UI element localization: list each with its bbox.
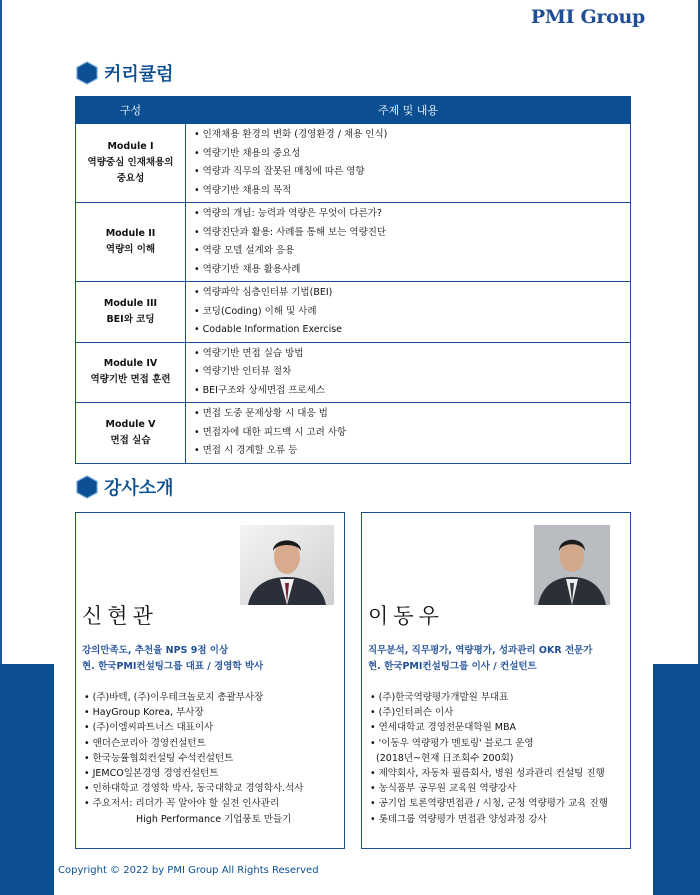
hexagon-icon: [76, 475, 98, 499]
list-item: • 공기업 토론역량면접관 / 시청, 군청 역량평가 교육 진행: [370, 798, 608, 810]
module-topics: • 역량의 개념: 능력과 역량은 무엇이 다른가? • 역량진단과 활용: 사례를 통해 보는 역량진단 • 역량 모델 설계와 응용 • 역량기반 채용 활용사례: [186, 203, 631, 282]
lecturer-card: [75, 512, 345, 849]
lecturer-name: 신현관: [82, 604, 158, 628]
module-topics: • 역량파악 심층인터뷰 기법(BEI) • 코딩(Coding) 이해 및 사례 • Codable Information Exercise: [186, 282, 631, 343]
lecturer-photo: [534, 525, 610, 605]
table-row: [76, 342, 631, 403]
copyright-footer: Copyright © 2022 by PMI Group All Rights Reserved: [58, 865, 319, 876]
lecturer-career-list: [370, 690, 608, 827]
list-item: • (주)바텍, (주)이우테크놀로지 총괄부사장: [84, 692, 264, 703]
lecturer-photo: [240, 525, 334, 605]
lecturer-tagline: 강의만족도, 추천율 NPS 9점 이상 현. 한국PMI컨설팅그룹 대표 / 경영학 박사: [82, 645, 264, 672]
list-item: • JEMCO일본경영 경영컨설턴트: [84, 768, 219, 780]
module-name: Module I 역량중심 인재채용의 중요성: [76, 124, 186, 203]
lecturer-tagline: 직무분석, 직무평가, 역량평가, 성과관리 OKR 전문가 현. 한국PMI컨설팅그룹 이사 / 컨설턴트: [368, 645, 593, 672]
list-item: • 주요저서: 리더가 꼭 알아야 할 실전 인사관리: [84, 798, 280, 810]
list-item: • 롯데그룹 역량평가 면접관 양성과정 강사: [370, 813, 547, 825]
list-item: • HayGroup Korea, 부사장: [84, 707, 204, 719]
list-item: • (주)한국역량평가개발원 부대표: [370, 692, 509, 703]
list-item: • (주)이엠씨파트너스 대표이사: [84, 722, 214, 734]
module-name: Module IV 역량기반 면접 훈련: [76, 342, 186, 403]
lecturer-career-list: [84, 690, 303, 827]
curriculum-heading: [76, 60, 174, 86]
document-sheet: [54, 0, 653, 895]
list-item: • 제약회사, 자동차 필름회사, 병원 성과관리 컨설팅 진행: [370, 768, 605, 780]
list-item: • 농식품부 공무원 교육원 역량강사: [370, 783, 517, 795]
lecturer-title: 강사소개: [104, 478, 174, 499]
curriculum-table: [75, 96, 631, 464]
column-header-structure: 구성: [76, 97, 186, 124]
table-row: [76, 282, 631, 343]
list-item: • 연세대학교 경영전문대학원 MBA: [370, 722, 516, 734]
list-item: • (주)인터퍼슨 이사: [370, 707, 454, 719]
hexagon-icon: [76, 61, 98, 85]
module-topics: • 인재채용 환경의 변화 (경영환경 / 채용 인식) • 역량기반 채용의 중요성 • 역량과 직무의 잘못된 매칭에 따른 영향 • 역량기반 채용의 목적: [186, 124, 631, 203]
list-item: • 앤더슨코리아 경영컨설턴트: [84, 737, 206, 749]
module-name: Module V 면접 실습: [76, 403, 186, 464]
table-row: [76, 403, 631, 464]
list-item: • 인하대학교 경영학 박사, 동국대학교 경영학사.석사: [84, 783, 304, 795]
module-topics: • 면접 도중 문제상황 시 대응 법 • 면접자에 대한 피드백 시 고려 사항 • 면접 시 경계할 오류 등: [186, 403, 631, 464]
list-item: • '이동우 역량평가 멘토링' 블로그 운영: [370, 737, 534, 749]
table-row: [76, 124, 631, 203]
table-row: [76, 203, 631, 282]
module-name: Module III BEI와 코딩: [76, 282, 186, 343]
lecturer-heading: [76, 474, 174, 500]
brand-logo: PMI Group: [530, 6, 645, 28]
column-header-topics: 주제 및 내용: [186, 97, 631, 124]
lecturer-card: [361, 512, 631, 849]
list-item: • 한국능률협회컨설팅 수석컨설턴트: [84, 752, 234, 764]
module-topics: • 역량기반 면접 실습 방법 • 역량기반 인터뷰 절차 • BEI구조와 상세면접 프로세스: [186, 342, 631, 403]
list-item: High Performance 기업풍토 만들기: [136, 813, 292, 825]
list-item: (2018년~현재 日조회수 200회): [370, 752, 514, 764]
module-name: Module II 역량의 이해: [76, 203, 186, 282]
lecturer-name: 이동우: [368, 604, 444, 628]
curriculum-title: 커리큘럼: [104, 64, 174, 85]
